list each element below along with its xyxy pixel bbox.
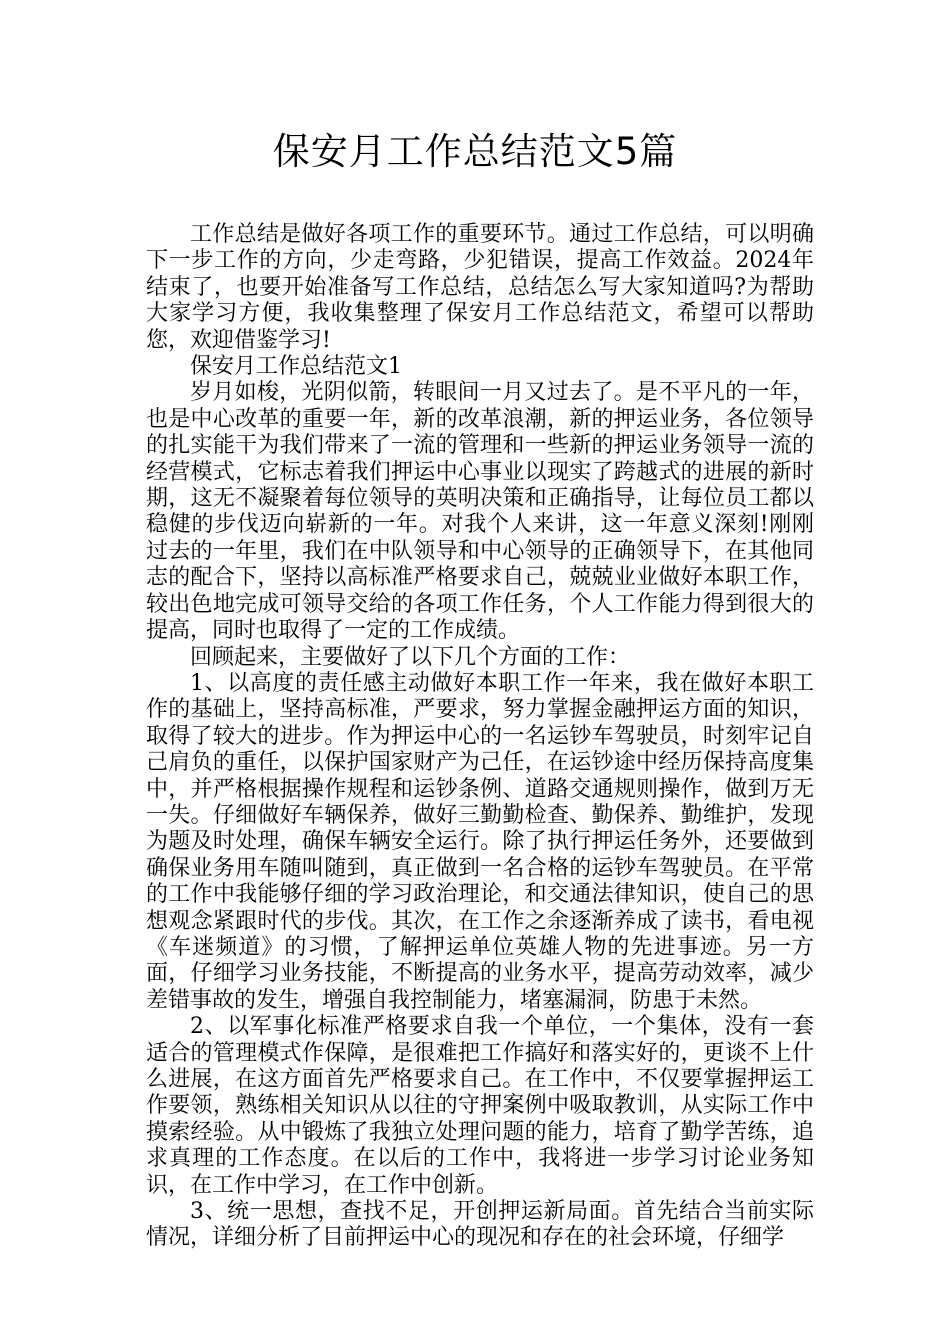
body-paragraph: 2、以军事化标准严格要求自我一个单位，一个集体，没有一套适合的管理模式作保障，是很难把工作搞好和落实好的，更谈不上什么进展，在这方面首先严格要求自己。在工作中，不仅要掌握押运工作要领，熟练相关知识从以往的守押案例中吸取教训，从实际工作中摸索经验。从中锻炼了我独立处理问题的能力，培育了勤学苦练，追求真理的工作态度。在以后的工作中，我将进一步学习讨论业务知识，在工作中学习，在工作中创新。 — [146, 1014, 814, 1198]
body-paragraph: 回顾起来，主要做好了以下几个方面的工作： — [190, 644, 631, 670]
document-title: 保安月工作总结范文5篇 — [272, 130, 678, 173]
document-body — [146, 222, 814, 1252]
body-paragraph: 岁月如梭，光阴似箭，转眼间一月又过去了。是不平凡的一年，也是中心改革的重要一年，新的改革浪潮，新的押运业务，各位领导的扎实能干为我们带来了一流的管理和一些新的押运业务领导一流的经营模式，它标志着我们押运中心事业以现实了跨越式的进展的新时期，这无不凝聚着每位领导的英明决策和正确指导，让每位员工都以稳健的步伐迈向崭新的一年。对我个人来讲，这一年意义深刻!刚刚过去的一年里，我们在中队领导和中心领导的正确领导下，在其他同志的配合下，坚持以高标准严格要求自己，兢兢业业做好本职工作，较出色地完成可领导交给的各项工作任务，个人工作能力得到很大的提高，同时也取得了一定的工作成绩。 — [146, 380, 814, 644]
body-paragraph: 1、以高度的责任感主动做好本职工作一年来，我在做好本职工作的基础上，坚持高标准，严要求，努力掌握金融押运方面的知识，取得了较大的进步。作为押运中心的一名运钞车驾驶员，时刻牢记自己肩负的重任，以保护国家财产为己任，在运钞途中经历保持高度集中，并严格根据操作规程和运钞条例、道路交通规则操作，做到万无一失。仔细做好车辆保养，做好三勤勤检查、勤保养、勤维护，发现为题及时处理，确保车辆安全运行。除了执行押运任务外，还要做到确保业务用车随叫随到，真正做到一名合格的运钞车驾驶员。在平常的工作中我能够仔细的学习政治理论，和交通法律知识，使自己的思想观念紧跟时代的步伐。其次，在工作之余逐渐养成了读书，看电视《车迷频道》的习惯，了解押运单位英雄人物的先进事迹。另一方面，仔细学习业务技能，不断提高的业务水平，提高劳动效率，减少差错事故的发生，增强自我控制能力，堵塞漏洞，防患于未然。 — [146, 670, 814, 1013]
intro-paragraph: 工作总结是做好各项工作的重要环节。通过工作总结，可以明确下一步工作的方向，少走弯路，少犯错误，提高工作效益。2024年结束了，也要开始准备写工作总结，总结怎么写大家知道吗?为帮助大家学习方便，我收集整理了保安月工作总结范文，希望可以帮助您，欢迎借鉴学习! — [146, 222, 814, 353]
body-paragraph: 3、统一思想，查找不足，开创押运新局面。首先结合当前实际情况，详细分析了目前押运中心的现况和存在的社会环境，仔细学 — [146, 1199, 814, 1251]
section-heading: 保安月工作总结范文1 — [190, 354, 402, 380]
